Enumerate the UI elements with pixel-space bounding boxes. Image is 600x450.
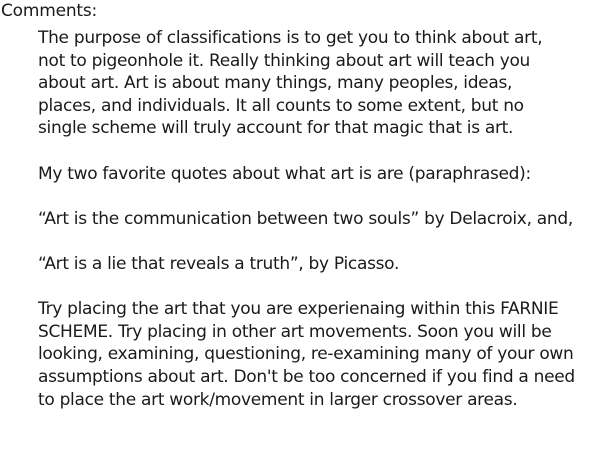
paragraph-farnie-scheme <box>38 298 598 411</box>
paragraph-spacer <box>38 140 598 163</box>
text-line: to place the art work/movement in larger crossover areas. <box>38 389 518 410</box>
text-line: not to pigeonhole it. Really thinking about art will teach you <box>38 50 531 71</box>
text-line: looking, examining, questioning, re-examining many of your own <box>38 344 574 365</box>
paragraph-spacer <box>38 276 598 299</box>
paragraph-spacer <box>38 185 598 208</box>
paragraph-favorite-quotes <box>38 163 598 186</box>
text-line: about art. Art is about many things, many peoples, ideas, <box>38 73 513 94</box>
text-line: The purpose of classifications is to get you to think about art, <box>38 28 543 48</box>
text-line: places, and individuals. It all counts to some extent, but no <box>38 95 524 116</box>
quote-delacroix <box>38 208 598 231</box>
text-line: SCHEME. Try placing in other art movements. Soon you will be <box>38 321 552 342</box>
paragraph-purpose <box>38 27 598 140</box>
quote-picasso <box>38 253 598 276</box>
comments-body <box>38 27 598 411</box>
text-line: My two favorite quotes about what art is are (paraphrased): <box>38 163 531 184</box>
text-line: “Art is a lie that reveals a truth”, by Picasso. <box>38 253 400 274</box>
text-line: “Art is the communication between two souls” by Delacroix, and, <box>38 208 573 229</box>
comments-heading: Comments: <box>1 1 98 21</box>
text-line: assumptions about art. Don't be too concerned if you find a need <box>38 366 575 387</box>
text-line: single scheme will truly account for that magic that is art. <box>38 118 514 139</box>
paragraph-spacer <box>38 230 598 253</box>
text-line: Try placing the art that you are experienaing within this FARNIE <box>38 299 559 320</box>
